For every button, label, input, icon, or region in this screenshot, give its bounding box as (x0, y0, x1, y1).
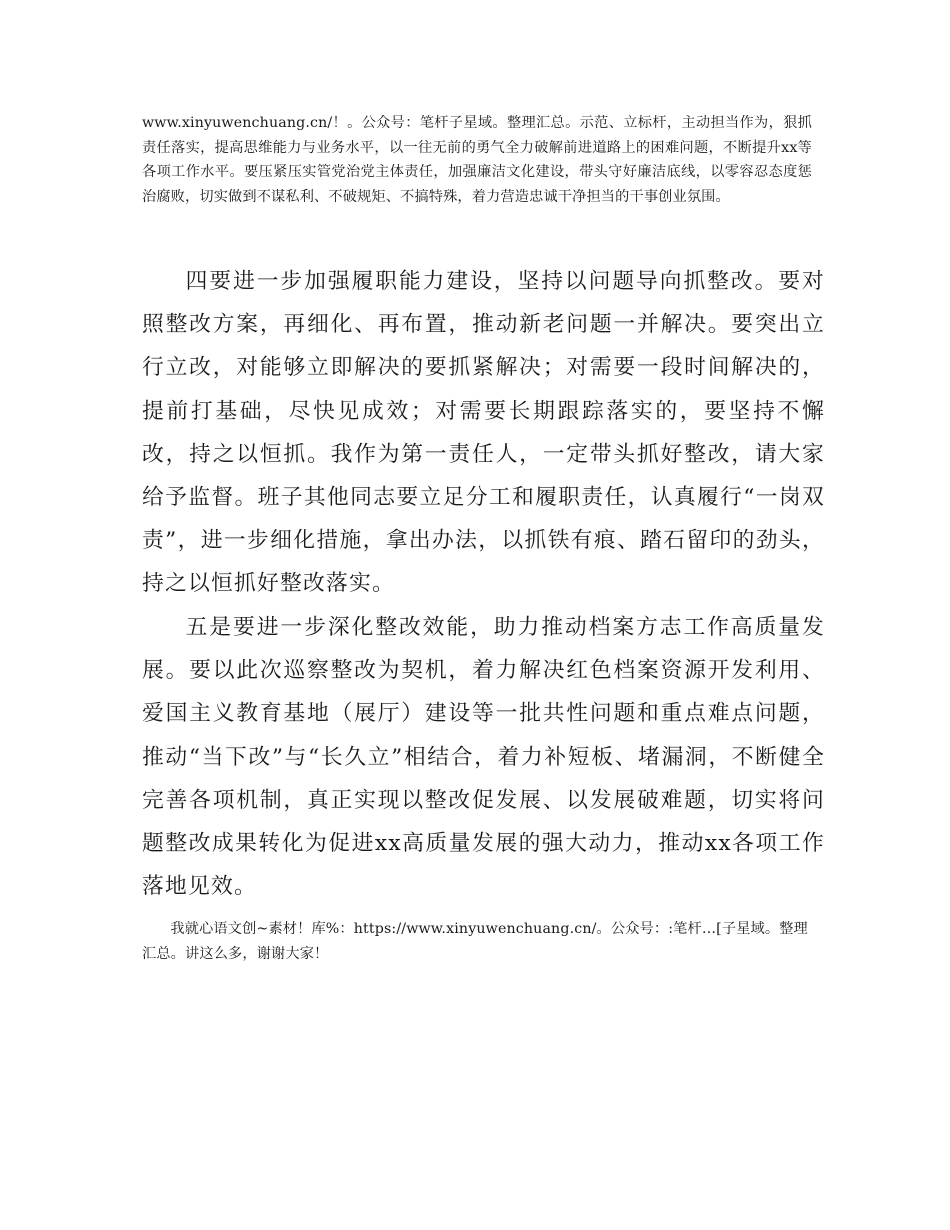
paragraph-closing: 我就心语文创~素材！库%：https://www.xinyuwenchuang.cn/。公众号：:笔杆…[子星域。整理汇总。讲这么多，谢谢大家！ (142, 921, 808, 962)
paragraph-intro: www.xinyuwenchuang.cn/！。公众号：笔杆子星域。整理汇总。示范、立标杆，主动担当作为，狠抓责任落实，提高思维能力与业务水平，以一往无前的勇气全力破解前进道路上的困难问题，不断提升xx等各项工作水平。要压紧压实管党治党主体责任，加强廉洁文化建设，带头守好廉洁底线，以零容忍态度惩治腐败，切实做到不谋私利、不破规矩、不搞特殊，着力营造忠诚干净担当的干事创业氛围。 (142, 115, 812, 205)
paragraph-point-five: 五是要进一步深化整改效能，助力推动档案方志工作高质量发展。要以此次巡察整改为契机，着力解决红色档案资源开发利用、爱国主义教育基地（展厅）建设等一批共性问题和重点难点问题，推动“当下改”与“长久立”相结合，着力补短板、堵漏洞，不断健全完善各项机制，真正实现以整改促发展、以发展破难题，切实将问题整改成果转化为促进xx高质量发展的强大动力，推动xx各项工作落地见效。 (142, 615, 825, 900)
paragraph-point-four: 四要进一步加强履职能力建设，坚持以问题导向抓整改。要对照整改方案，再细化、再布置，推动新老问题一并解决。要突出立行立改，对能够立即解决的要抓紧解决；对需要一段时间解决的，提前打基础，尽快见成效；对需要长期跟踪落实的，要坚持不懈改，持之以恒抓。我作为第一责任人，一定带头抓好整改，请大家给予监督。班子其他同志要立足分工和履职责任，认真履行“一岗双责”，进一步细化措施，拿出办法，以抓铁有痕、踏石留印的劲头，持之以恒抓好整改落实。 (142, 269, 825, 597)
